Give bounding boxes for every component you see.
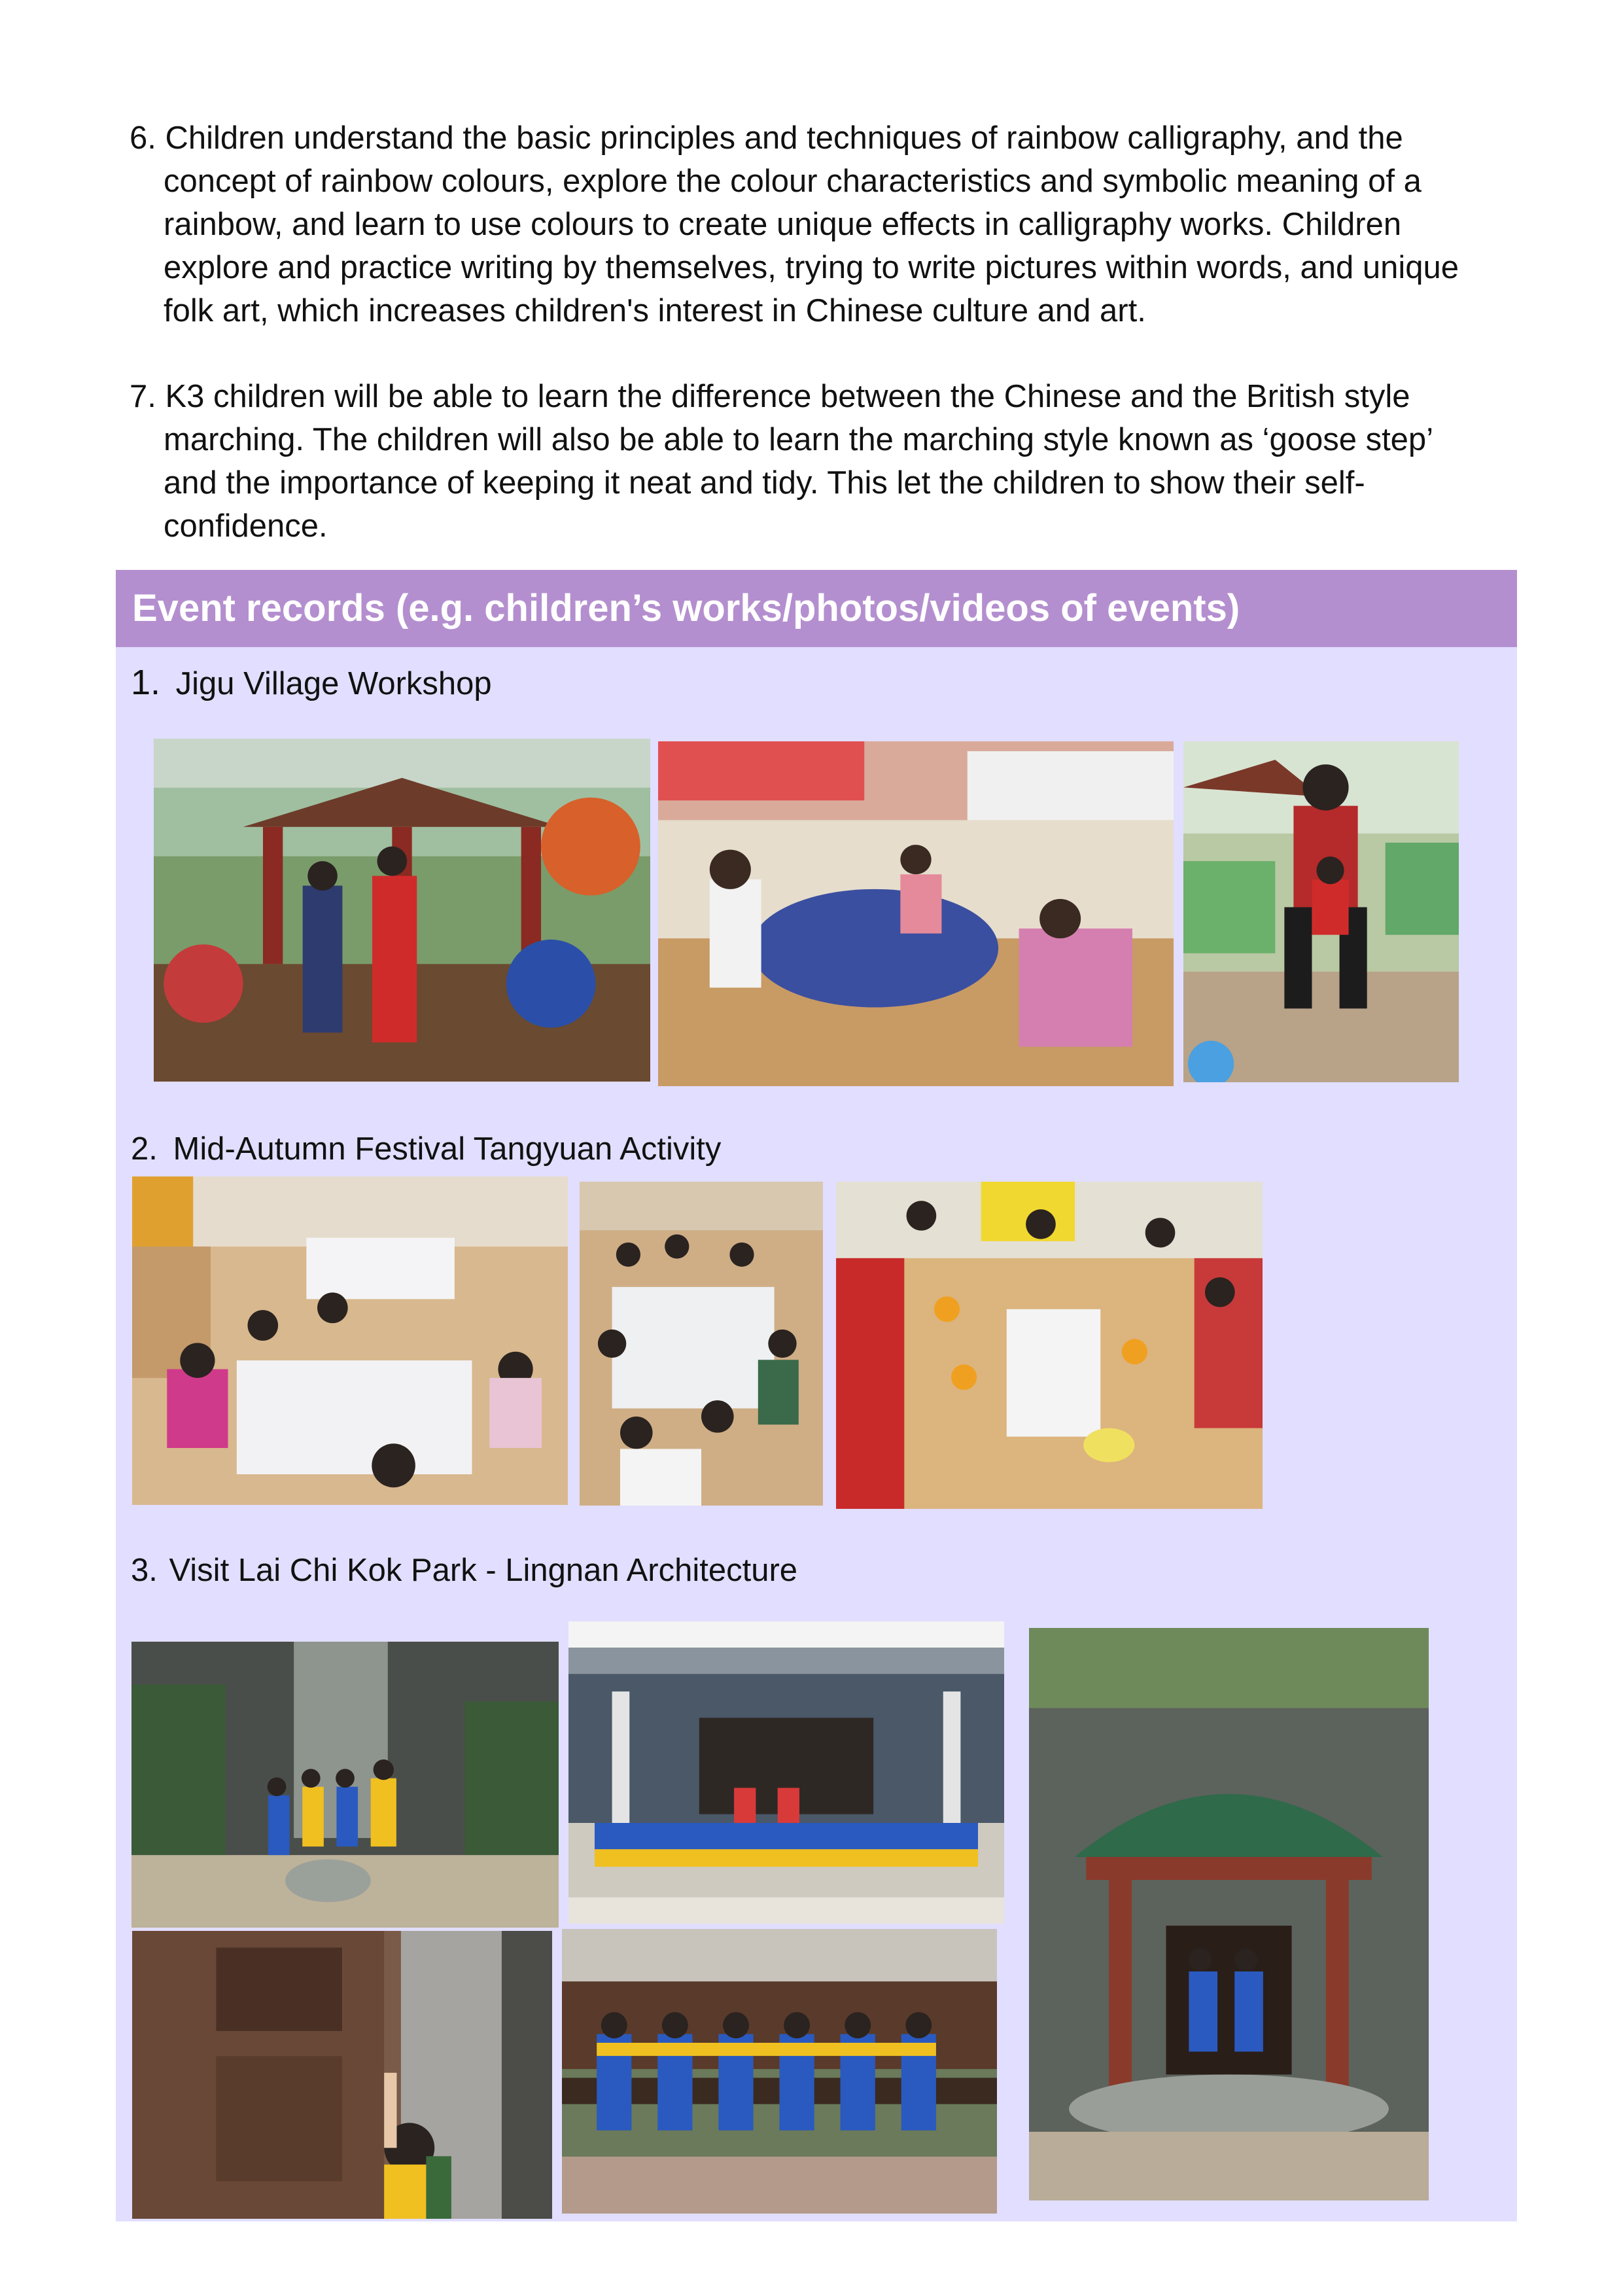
event-3-number: 3. xyxy=(131,1553,158,1588)
classroom-table-craft-photo xyxy=(658,741,1174,1086)
tangyuan-bowls-photo xyxy=(836,1182,1263,1509)
event-1-title xyxy=(131,663,492,703)
event-3-label: Visit Lai Chi Kok Park - Lingnan Architecture xyxy=(169,1553,798,1588)
paragraph-6-line-1: 6. Children understand the basic principles and techniques of rainbow calligraphy, and the xyxy=(130,120,1403,156)
stone-tablet-group-photo xyxy=(131,1642,559,1928)
paragraph-6 xyxy=(130,116,1529,332)
class-group-building-photo xyxy=(568,1621,1004,1924)
paragraph-6-line-5: folk art, which increases children's interest in Chinese culture and art. xyxy=(164,293,1146,328)
carved-door-child-photo xyxy=(132,1931,552,2219)
event-records-section xyxy=(116,570,1517,2221)
event-2-label: Mid-Autumn Festival Tangyuan Activity xyxy=(173,1131,722,1167)
tangyuan-tables-photo xyxy=(132,1176,568,1505)
round-pavilion-photo xyxy=(1029,1628,1429,2200)
children-bench-photo xyxy=(562,1929,997,2214)
pavilion-calligraphy-photo xyxy=(154,739,650,1082)
paragraph-7-line-2: marching. The children will also be able to learn the marching style known as ‘goose step’ xyxy=(164,422,1434,457)
event-2-number: 2. xyxy=(131,1131,158,1167)
paragraph-6-line-4: explore and practice writing by themselves, trying to write pictures within words, and unique xyxy=(164,250,1459,285)
paragraph-6-line-2: concept of rainbow colours, explore the colour characteristics and symbolic meaning of a xyxy=(164,164,1422,199)
teacher-child-costume-photo xyxy=(1183,741,1459,1082)
event-1-label: Jigu Village Workshop xyxy=(175,666,492,701)
children-hands-up-photo xyxy=(580,1182,823,1506)
event-1-number: 1. xyxy=(131,663,161,702)
section-header xyxy=(116,570,1517,647)
section-title: Event records (e.g. children’s works/photos/videos of events) xyxy=(132,587,1240,629)
paragraph-7-line-1: 7. K3 children will be able to learn the difference between the Chinese and the British style xyxy=(130,379,1410,414)
paragraph-7-line-3: and the importance of keeping it neat and tidy. This let the children to show their self- xyxy=(164,465,1365,501)
paragraph-7 xyxy=(130,375,1529,548)
paragraph-7-line-4: confidence. xyxy=(164,508,328,544)
event-2-title xyxy=(131,1129,721,1169)
event-3-title xyxy=(131,1551,797,1590)
paragraph-6-line-3: rainbow, and learn to use colours to create unique effects in calligraphy works. Children xyxy=(164,207,1402,242)
